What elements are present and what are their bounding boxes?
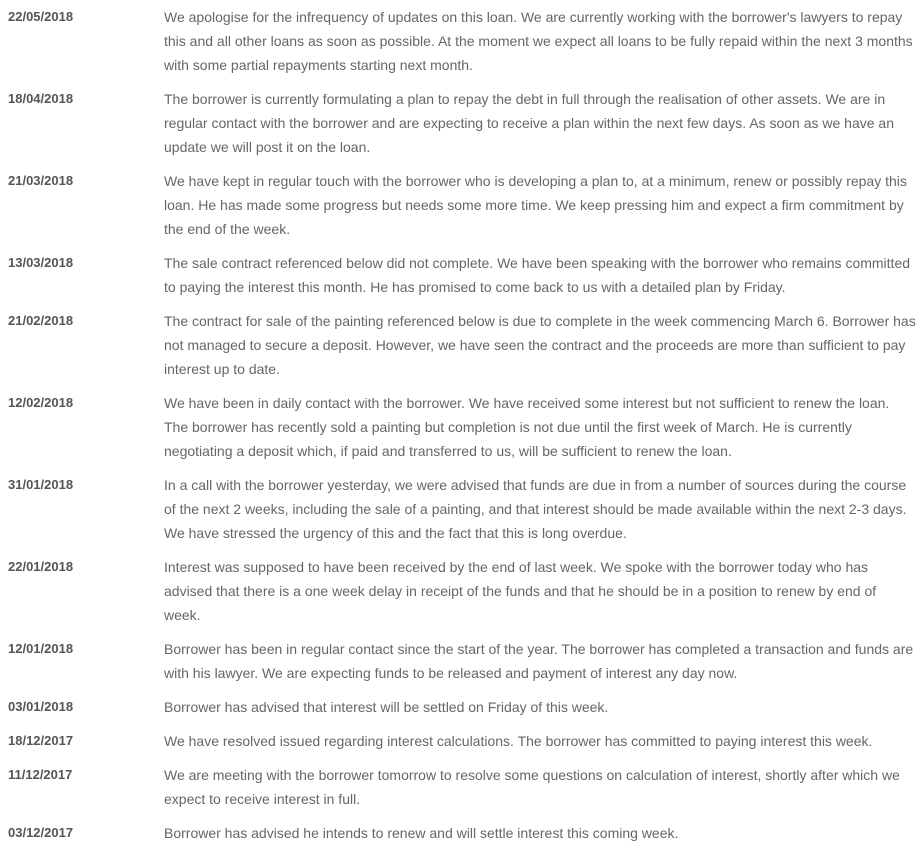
update-row bbox=[8, 637, 916, 685]
update-date: 18/12/2017 bbox=[8, 733, 74, 748]
update-text: We apologise for the infrequency of updates on this loan. We are currently working with the borrower's lawyers to repay this and all other loans as soon as possible. At the moment we expect all loans to be fully repaid within the next 3 months with some partial repayments starting next month. bbox=[164, 9, 913, 73]
update-row bbox=[8, 473, 916, 545]
update-text: We are meeting with the borrower tomorrow to resolve some questions on calculation of interest, shortly after which we expect to receive interest in full. bbox=[164, 767, 900, 807]
update-date: 03/01/2018 bbox=[8, 699, 74, 714]
update-text: Borrower has advised that interest will be settled on Friday of this week. bbox=[164, 699, 609, 715]
update-date: 13/03/2018 bbox=[8, 255, 74, 270]
update-row bbox=[8, 555, 916, 627]
update-date: 21/02/2018 bbox=[8, 313, 74, 328]
update-text: We have kept in regular touch with the borrower who is developing a plan to, at a minimum, renew or possibly repay this loan. He has made some progress but needs some more time. We keep pressing him and expect a firm commitment by the end of the week. bbox=[164, 173, 907, 237]
update-row bbox=[8, 169, 916, 241]
update-row bbox=[8, 821, 916, 845]
update-text: In a call with the borrower yesterday, we were advised that funds are due in from a number of sources during the course of the next 2 weeks, including the sale of a painting, and that interest should be made available within the next 2-3 days. We have stressed the urgency of this and the fact that this is long overdue. bbox=[164, 477, 907, 541]
update-row bbox=[8, 5, 916, 77]
update-date: 31/01/2018 bbox=[8, 477, 74, 492]
update-date: 12/02/2018 bbox=[8, 395, 74, 410]
update-text: Borrower has been in regular contact since the start of the year. The borrower has completed a transaction and funds are with his lawyer. We are expecting funds to be released and payment of interest any day now. bbox=[164, 641, 914, 681]
update-text: Borrower has advised he intends to renew and will settle interest this coming week. bbox=[164, 825, 679, 841]
update-row bbox=[8, 729, 916, 753]
update-row bbox=[8, 763, 916, 811]
update-text: We have been in daily contact with the borrower. We have received some interest but not sufficient to renew the loan. The borrower has recently sold a painting but completion is not due until the first week of March. He is currently negotiating a deposit which, if paid and transferred to us, will be sufficient to renew the loan. bbox=[164, 395, 890, 459]
update-date: 22/05/2018 bbox=[8, 9, 74, 24]
update-row bbox=[8, 391, 916, 463]
update-row bbox=[8, 251, 916, 299]
update-text: We have resolved issued regarding interest calculations. The borrower has committed to paying interest this week. bbox=[164, 733, 873, 749]
update-row bbox=[8, 695, 916, 719]
update-row bbox=[8, 87, 916, 159]
update-text: The borrower is currently formulating a plan to repay the debt in full through the realisation of other assets. We are in regular contact with the borrower and are expecting to receive a plan within the next few days. As soon as we have an update we will post it on the loan. bbox=[164, 91, 894, 155]
update-date: 11/12/2017 bbox=[8, 767, 73, 782]
update-date: 18/04/2018 bbox=[8, 91, 74, 106]
update-date: 12/01/2018 bbox=[8, 641, 74, 656]
update-text: Interest was supposed to have been received by the end of last week. We spoke with the borrower today who has advised that there is a one week delay in receipt of the funds and that he should be in a position to renew by end of week. bbox=[164, 559, 877, 623]
update-date: 21/03/2018 bbox=[8, 173, 74, 188]
update-row bbox=[8, 309, 916, 381]
update-date: 22/01/2018 bbox=[8, 559, 74, 574]
update-date: 03/12/2017 bbox=[8, 825, 74, 840]
update-text: The contract for sale of the painting referenced below is due to complete in the week commencing March 6. Borrower has not managed to secure a deposit. However, we have seen the contract and the proceeds are more than sufficient to pay interest up to date. bbox=[164, 313, 916, 377]
update-text: The sale contract referenced below did not complete. We have been speaking with the borrower who remains committed to paying the interest this month. He has promised to come back to us with a detailed plan by Friday. bbox=[164, 255, 911, 295]
